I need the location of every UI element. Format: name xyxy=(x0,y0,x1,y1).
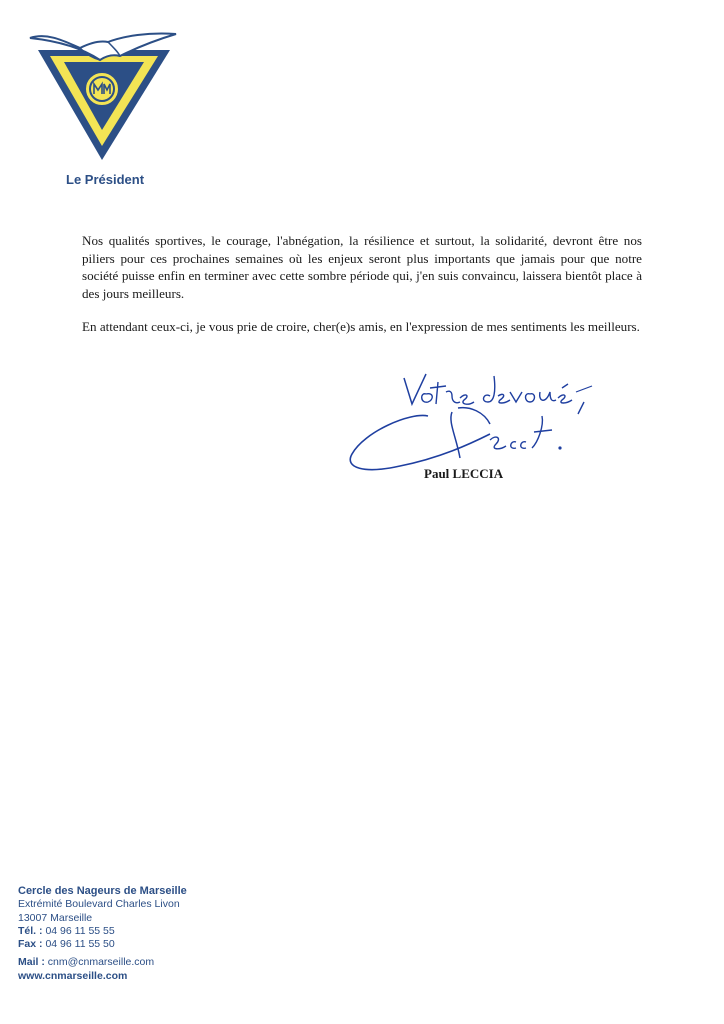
mail-row xyxy=(18,956,318,969)
website-link: www.cnmarseille.com xyxy=(18,969,128,982)
fax-number: 04 96 11 55 50 xyxy=(45,938,115,951)
mail-address: cnm@cnmarseille.com xyxy=(47,956,155,969)
cnm-logo-icon xyxy=(28,28,178,163)
page-title: Le Président xyxy=(66,172,145,187)
fax-row xyxy=(18,938,318,951)
address-line: 13007 Marseille xyxy=(18,911,93,924)
letter-paragraph: En attendant ceux-ci, je vous prie de croire, cher(e)s amis, en l'expression de mes sentiments les meilleurs. xyxy=(82,319,640,334)
organization-name: Cercle des Nageurs de Marseille xyxy=(18,885,187,897)
address-line: Extrémité Boulevard Charles Livon xyxy=(18,898,180,911)
phone-row xyxy=(18,925,318,938)
fax-label: Fax : xyxy=(18,938,43,951)
signer-name: Paul LECCIA xyxy=(424,466,504,481)
letter-paragraph: Nos qualités sportives, le courage, l'abnégation, la résilience et surtout, la solidarité, devront être nos piliers pour ces prochaines semaines où les enjeux seront plus importants que jamais pour que notre société puisse enfin en terminer avec cette sombre période qui, j'en suis convaincu, laissera bientôt place à des jours meilleurs. xyxy=(82,233,642,301)
handwritten-signature xyxy=(340,362,610,482)
footer-contact xyxy=(18,885,318,983)
phone-label: Tél. : xyxy=(18,924,43,937)
mail-label: Mail : xyxy=(18,956,45,969)
phone-number: 04 96 11 55 55 xyxy=(45,924,115,937)
letter-body xyxy=(82,232,642,352)
